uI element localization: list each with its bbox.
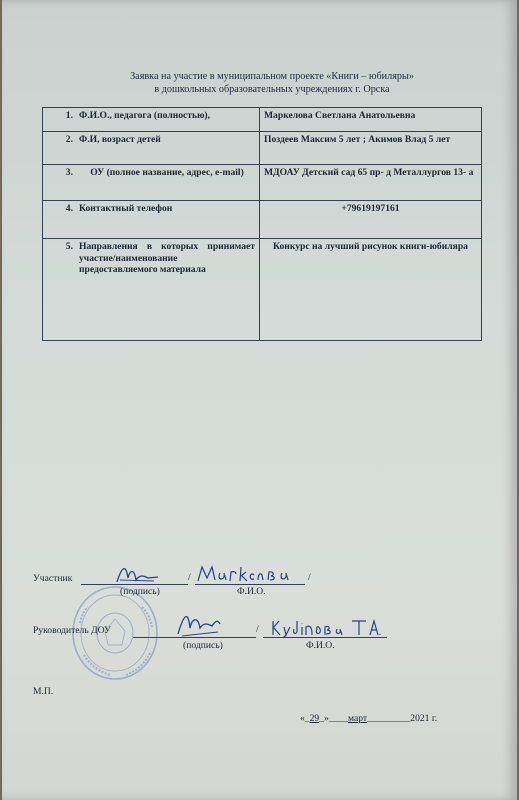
title-line-1: Заявка на участие в муниципальном проекте «Книги – юбиляры» (130, 71, 414, 82)
table-row (43, 108, 482, 132)
table-row (43, 165, 482, 201)
question-cell (43, 165, 260, 201)
answer-cell: МДОАУ Детский сад 65 пр- д Металлургов 13- а (260, 165, 482, 201)
question-text: Контактный телефон (79, 203, 173, 214)
participant-label: Участник (33, 573, 73, 584)
row-number: 5. (65, 241, 73, 252)
separator: / (256, 624, 259, 635)
table-row (43, 239, 482, 341)
date-day: 29 (309, 713, 320, 724)
answer-cell: Поздеев Максим 5 лет ; Акимов Влад 5 лет (260, 132, 482, 165)
title-line-2: в дошкольных образовательных учреждениях г. Орска (154, 84, 390, 95)
name-caption: Ф.И.О. (306, 640, 335, 651)
application-table (42, 107, 482, 341)
document-title (82, 70, 462, 96)
separator: / (188, 572, 191, 583)
participant-handwritten-name (196, 563, 302, 585)
answer-cell: +79619197161 (260, 201, 482, 239)
question-text: Ф.И.О., педагога (полностью), (79, 110, 211, 121)
question-text: ОУ (полное название, адрес, e-mail) (90, 167, 244, 178)
row-number: 4. (65, 203, 73, 214)
head-signature-icon (174, 606, 224, 640)
date-close: _» (319, 713, 329, 724)
signature-caption: (подпись) (183, 640, 223, 651)
table-row (43, 201, 482, 239)
question-text: Направления в которых принимает участие/наименование предоставляемого материала (79, 241, 255, 275)
document-page (2, 0, 517, 800)
question-text: Ф.И, возраст детей (79, 134, 161, 145)
participant-signature-icon (114, 560, 164, 590)
question-cell (43, 132, 260, 165)
question-cell (43, 108, 260, 132)
date-open: «_ (300, 713, 310, 724)
row-number: 3. (65, 167, 73, 178)
date-year: 2021 г. (410, 713, 438, 724)
date-month: март (347, 713, 368, 724)
signature-caption: (подпись) (120, 586, 160, 597)
head-label: Руководитель ДОУ (33, 625, 111, 636)
row-number: 2. (65, 134, 73, 145)
row-number: 1. (65, 110, 73, 121)
answer-cell: Конкурс на лучший рисунок книги-юбиляра (260, 239, 482, 341)
date-line: «_29_»____март_________2021 г. (300, 713, 438, 724)
question-cell (43, 201, 260, 239)
answer-cell: Маркелова Светлана Анатольевна (260, 108, 482, 132)
question-cell (43, 239, 260, 341)
head-handwritten-name (270, 617, 384, 639)
table-row (43, 132, 482, 165)
name-caption: Ф.И.О. (237, 586, 266, 597)
separator: / (308, 572, 311, 583)
stamp-place-label: М.П. (33, 686, 54, 697)
